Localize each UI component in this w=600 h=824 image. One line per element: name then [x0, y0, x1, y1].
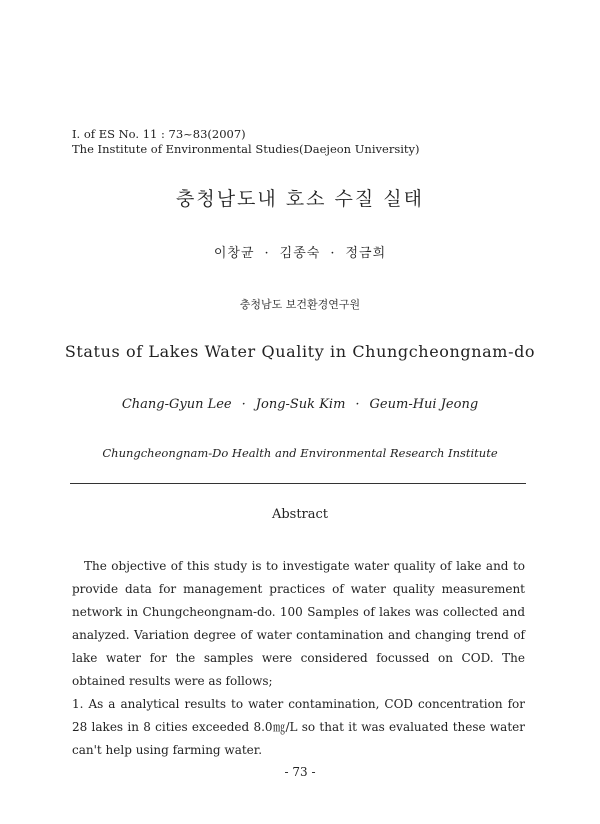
- page-number: - 73 -: [284, 765, 316, 779]
- korean-author: 정금희: [345, 246, 387, 261]
- author-separator: ·: [241, 397, 246, 412]
- abstract-paragraph: 1. As a analytical results to water contamination, COD concentration for 28 lakes in 8 cities exceeded 8.0㎎/L so that it was evaluated these water can't help using farming water.: [72, 697, 525, 757]
- journal-header: [72, 127, 420, 157]
- english-author: Jong-Suk Kim: [255, 397, 346, 412]
- author-separator: ·: [264, 246, 270, 261]
- korean-author: 이창균: [213, 246, 255, 261]
- korean-author: 김종숙: [279, 246, 321, 261]
- english-authors: [0, 397, 600, 412]
- english-author: Chang-Gyun Lee: [121, 397, 232, 412]
- journal-institute: The Institute of Environmental Studies(Daejeon University): [72, 142, 420, 156]
- korean-affiliation: 충청남도 보건환경연구원: [239, 298, 361, 311]
- english-title: Status of Lakes Water Quality in Chungcheongnam-do: [64, 342, 536, 361]
- abstract-body: [72, 555, 525, 762]
- abstract-paragraph: The objective of this study is to investigate water quality of lake and to provide data for management practices of water quality measurement network in Chungcheongnam-do. 100 Samples of lakes was collected and analyzed. Variation degree of water contamination and changing trend of lake water for the samples were considered focussed on COD. The obtained results were as follows;: [72, 559, 525, 688]
- journal-citation: Ⅰ. of ES No. 11 : 73~83(2007): [72, 127, 246, 141]
- korean-title: 충청남도내 호소 수질 실태: [175, 188, 424, 210]
- author-separator: ·: [330, 246, 336, 261]
- english-affiliation: Chungcheongnam-Do Health and Environmental Research Institute: [102, 446, 498, 460]
- author-separator: ·: [355, 397, 360, 412]
- korean-authors: [0, 242, 600, 261]
- abstract-heading: Abstract: [271, 507, 329, 522]
- english-author: Geum-Hui Jeong: [369, 397, 479, 412]
- horizontal-rule: [70, 483, 526, 484]
